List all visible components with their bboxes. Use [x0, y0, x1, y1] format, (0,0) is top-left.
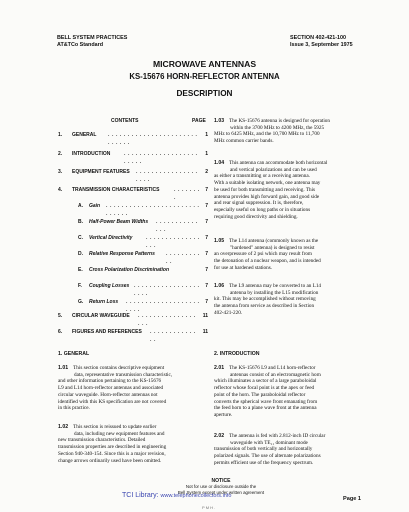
toc-row-label: Gain	[89, 203, 101, 209]
paragraph-line: "hardened" antenna) is designed to resist	[230, 244, 315, 251]
paragraph-line: kit. This may be accomplished without removing	[214, 296, 316, 303]
toc-row[interactable]	[58, 328, 208, 343]
paragraph-line: data, including new equipment features and	[74, 430, 165, 437]
toc-row-page: 7	[205, 283, 208, 289]
main-title: MICROWAVE ANTENNAS	[152, 59, 257, 69]
paragraph-line: change arrows ordinarily used have been omitted.	[58, 457, 162, 464]
paragraph-line: The L9 antenna may be converted to an L14	[229, 283, 322, 289]
toc-row-number: F.	[78, 283, 82, 289]
watermark	[122, 492, 231, 499]
paragraph-number: 1.02	[58, 424, 69, 430]
paragraph-line: The L14 antenna (commonly known as the	[229, 238, 319, 244]
paragraph-line: an overpressure of 2 psi which may result from	[214, 251, 312, 258]
paragraph-1-02	[58, 424, 206, 464]
paragraph-line: This antenna can accommodate both horizontal	[229, 160, 328, 166]
paragraph-line: which illuminates a sector of a large paraboloidal	[214, 378, 317, 385]
toc-leader-dots: . . . . . . . . . . . . . . . . . . . . . . . . . . . . .	[108, 132, 198, 146]
watermark-url[interactable]: www.telephonecollectors.info	[160, 493, 232, 499]
toc-row-page: 7	[205, 267, 208, 273]
paragraph-line: the detonation of a nuclear weapon, and is intended	[214, 258, 321, 265]
toc-leader-dots: . . . . . . . . . . . . . . . . . . . .	[136, 169, 198, 183]
toc-row-label: Return Loss	[89, 299, 119, 305]
notice-title: NOTICE	[211, 478, 231, 484]
paragraph-line: The KS-15676 L9 and L14 horn-reflector	[229, 365, 316, 371]
toc-row[interactable]	[58, 202, 208, 217]
header-left-line2: AT&TCo Standard	[57, 42, 104, 48]
toc-leader-dots: . . . . . . . . . . . . . . . . . . . . .	[134, 283, 200, 297]
paragraph-line: especially useful on long paths or in situations	[214, 206, 311, 213]
toc-row-number: E.	[78, 267, 83, 273]
toc-row-page: 1	[205, 151, 208, 157]
paragraph-line: antenna by installing the L15 modification	[230, 289, 319, 296]
paragraph-line: This section contains descriptive equipment	[73, 365, 165, 371]
paragraph-number: 1.04	[214, 160, 225, 166]
toc-row-label: EQUIPMENT FEATURES	[72, 169, 130, 175]
paragraph-line: and other information pertaining to the KS-15676	[58, 378, 162, 385]
toc-leader-dots: . . . . . . . . . . . . . . . . . . . . . . . . . . . . . .	[106, 203, 200, 217]
paragraph-line: waveguide with TE₁₁ dominant mode	[230, 439, 308, 446]
paragraph-2-01	[214, 365, 364, 419]
paragraph-line: This section is reissued to update earlier	[73, 424, 157, 430]
paragraph-line: L9 and L14 horn-reflector antennas and associated	[58, 385, 164, 392]
toc-row[interactable]	[58, 266, 208, 274]
paragraph-line: transmission properties are described in engineering	[58, 444, 167, 451]
scan-mark: P M H .	[202, 505, 216, 510]
description-title: DESCRIPTION	[176, 89, 233, 98]
toc-leader-dots: . . . . . . . .	[174, 187, 200, 201]
paragraph-line: converts the spherical wave front emanating from	[214, 398, 318, 405]
toc-row-label: Vertical Directivity	[89, 235, 133, 241]
paragraph-1-01	[58, 365, 206, 412]
section-heading-introduction: 2. INTRODUCTION	[214, 351, 260, 357]
toc-row-number: 6.	[58, 329, 63, 335]
paragraph-1-06	[214, 283, 364, 317]
toc-leader-dots: . . . . . . . . . . . . . . . . . . . . . . . .	[124, 151, 198, 165]
toc-row-page: 7	[205, 187, 208, 193]
toc-row-label: Coupling Losses	[89, 283, 130, 289]
paragraph-line: point of the horn. The paraboloidal reflector	[214, 391, 306, 398]
toc-row[interactable]	[58, 282, 208, 297]
paragraph-line: in this practice.	[58, 405, 90, 412]
paragraph-line: for use at hardened stations.	[214, 264, 273, 271]
toc-leader-dots: . . . . . . . . . . . . . .	[156, 219, 198, 233]
toc-row-page: 7	[205, 251, 208, 257]
paragraph-line: within the 3700 MHz to 4200 MHz, the 5925	[230, 124, 325, 131]
paragraph-line: requiring good directivity and shielding.	[214, 213, 298, 220]
paragraph-line: the antenna from service as described in Section	[214, 303, 315, 310]
paragraph-line: reflector whose focal point is at the apex or feed	[214, 385, 315, 392]
toc-row-number: 5.	[58, 313, 63, 319]
paragraph-line: With a suitable isolating network, one antenna may	[214, 180, 321, 187]
paragraph-line: as either a transmitting or a receiving antenna.	[214, 173, 310, 180]
toc-row-label: GENERAL	[72, 132, 97, 138]
toc-row[interactable]	[58, 131, 208, 146]
toc-row-label: INTRODUCTION	[72, 151, 111, 157]
header-left-line1: BELL SYSTEM PRACTICES	[57, 35, 128, 41]
toc-row[interactable]	[58, 150, 208, 165]
paragraph-line: antennas consist of an electromagnetic horn	[230, 371, 321, 378]
paragraph-line: be used for both transmitting and receiving. This	[214, 186, 316, 193]
toc-row-number: D.	[78, 251, 83, 257]
toc-row-label: Cross Polarization Discrimination	[89, 267, 170, 273]
toc-row-label: Relative Response Patterns	[89, 251, 155, 257]
paragraph-line: antenna provides high forward gain, and good side	[214, 193, 320, 200]
paragraph-line: aperture.	[214, 411, 233, 418]
paragraph-number: 1.06	[214, 283, 225, 289]
toc-row-number: A.	[78, 203, 83, 209]
section-heading-general: 1. GENERAL	[58, 351, 90, 357]
paragraph-line: 402-421-220.	[214, 309, 243, 316]
toc-row-page: 7	[205, 235, 208, 241]
toc-leader-dots: . . . . . . . . . . . . . .	[150, 329, 196, 343]
toc-row-label: CIRCULAR WAVEGUIDE	[72, 313, 130, 319]
toc-row-label: TRANSMISSION CHARACTERISTICS	[72, 187, 160, 193]
toc-row-page: 7	[205, 299, 208, 305]
paragraph-line: circular waveguide. Horn-reflector antennas not	[58, 391, 158, 398]
paragraph-line: permits efficient use of the frequency spectrum.	[214, 459, 314, 466]
toc-row-page: 7	[205, 219, 208, 225]
paragraph-line: data, representative transmission characteristic,	[74, 371, 173, 378]
toc-row-label: FIGURES AND REFERENCES	[72, 329, 142, 335]
toc-row-number: 3.	[58, 169, 63, 175]
toc-row-page: 7	[205, 203, 208, 209]
paragraph-line: and rear signal suppression. It is, therefore,	[214, 200, 304, 207]
paragraph-number: 1.01	[58, 365, 69, 371]
toc-row[interactable]	[58, 312, 208, 327]
toc-leader-dots: . . . . . . . . . . . . . . . . . . . . . . .	[126, 299, 200, 313]
toc-heading-page: PAGE	[192, 118, 206, 124]
paragraph-line: polarized signals. The use of alternate polarizations	[214, 453, 321, 460]
paragraph-2-02	[214, 433, 364, 467]
page-number: Page 1	[343, 496, 362, 502]
paragraph-line: transmission of both vertically and horizontally	[214, 446, 313, 453]
toc-row[interactable]	[58, 168, 208, 183]
toc-row[interactable]	[58, 234, 208, 249]
toc-row[interactable]	[58, 298, 208, 313]
toc-leader-dots: . . . . . . . . . . . . . . . . .	[146, 235, 200, 249]
toc-heading-contents: CONTENTS	[111, 118, 139, 124]
toc-row[interactable]	[58, 250, 208, 265]
watermark-label: TCI Library:	[122, 492, 161, 499]
header-right-line1: SECTION 402-421-100	[290, 35, 347, 41]
header-right	[290, 35, 353, 49]
paragraph-1-05	[214, 238, 364, 272]
paragraph-line: The KS-15676 antenna is designed for operation	[229, 118, 330, 124]
toc-row-number: G.	[78, 299, 84, 305]
toc-row-label: Half-Power Beam Widths	[89, 219, 149, 225]
toc-row-page: 11	[202, 329, 208, 335]
toc-row-number: B.	[78, 219, 83, 225]
toc-row-number: C.	[78, 235, 83, 241]
paragraph-line: new transmission characteristics. Detailed	[58, 437, 146, 444]
paragraph-1-03	[214, 118, 364, 145]
paragraph-number: 2.02	[214, 433, 225, 439]
toc-leader-dots: . . . . . . . . . . .	[166, 251, 200, 265]
paragraph-line: identified with this KS specification are not covered	[58, 398, 167, 405]
paragraph-line: Section 940-340-154. Since this is a major revision,	[58, 450, 166, 457]
paragraph-line: and vertical polarizations and can be used	[230, 166, 317, 173]
toc-row-page: 2	[205, 169, 208, 175]
paragraph-line: The antenna is fed with 2.812-inch ID circular	[229, 433, 326, 439]
toc-row-number: 1.	[58, 132, 63, 138]
toc-row-number: 2.	[58, 151, 63, 157]
header-right-line2: Issue 3, September 1975	[290, 42, 353, 48]
sub-title: KS-15676 HORN-REFLECTOR ANTENNA	[129, 72, 280, 81]
paragraph-line: MHz common carrier bands.	[214, 138, 274, 145]
notice-line: Not for use or disclosure outside the	[185, 484, 257, 490]
toc-row-number: 4.	[58, 187, 63, 193]
paragraph-line: the feed horn to a plane wave front at the antenna	[214, 405, 317, 412]
paragraph-line: MHz to 6425 MHz, and the 10,700 MHz to 11,700	[214, 131, 320, 138]
paragraph-1-04	[214, 160, 364, 220]
toc-leader-dots: . . . . . . . . . . . . . . . . . .	[138, 313, 196, 327]
paragraph-number: 2.01	[214, 365, 225, 371]
toc-row[interactable]	[58, 218, 208, 233]
toc-row[interactable]	[58, 186, 208, 201]
toc-row-page: 11	[202, 313, 208, 319]
paragraph-number: 1.05	[214, 238, 225, 244]
notice-line: Bell System except under written agreement	[177, 489, 265, 495]
toc-row-page: 1	[205, 132, 208, 138]
paragraph-number: 1.03	[214, 118, 225, 124]
header-left	[57, 35, 127, 49]
